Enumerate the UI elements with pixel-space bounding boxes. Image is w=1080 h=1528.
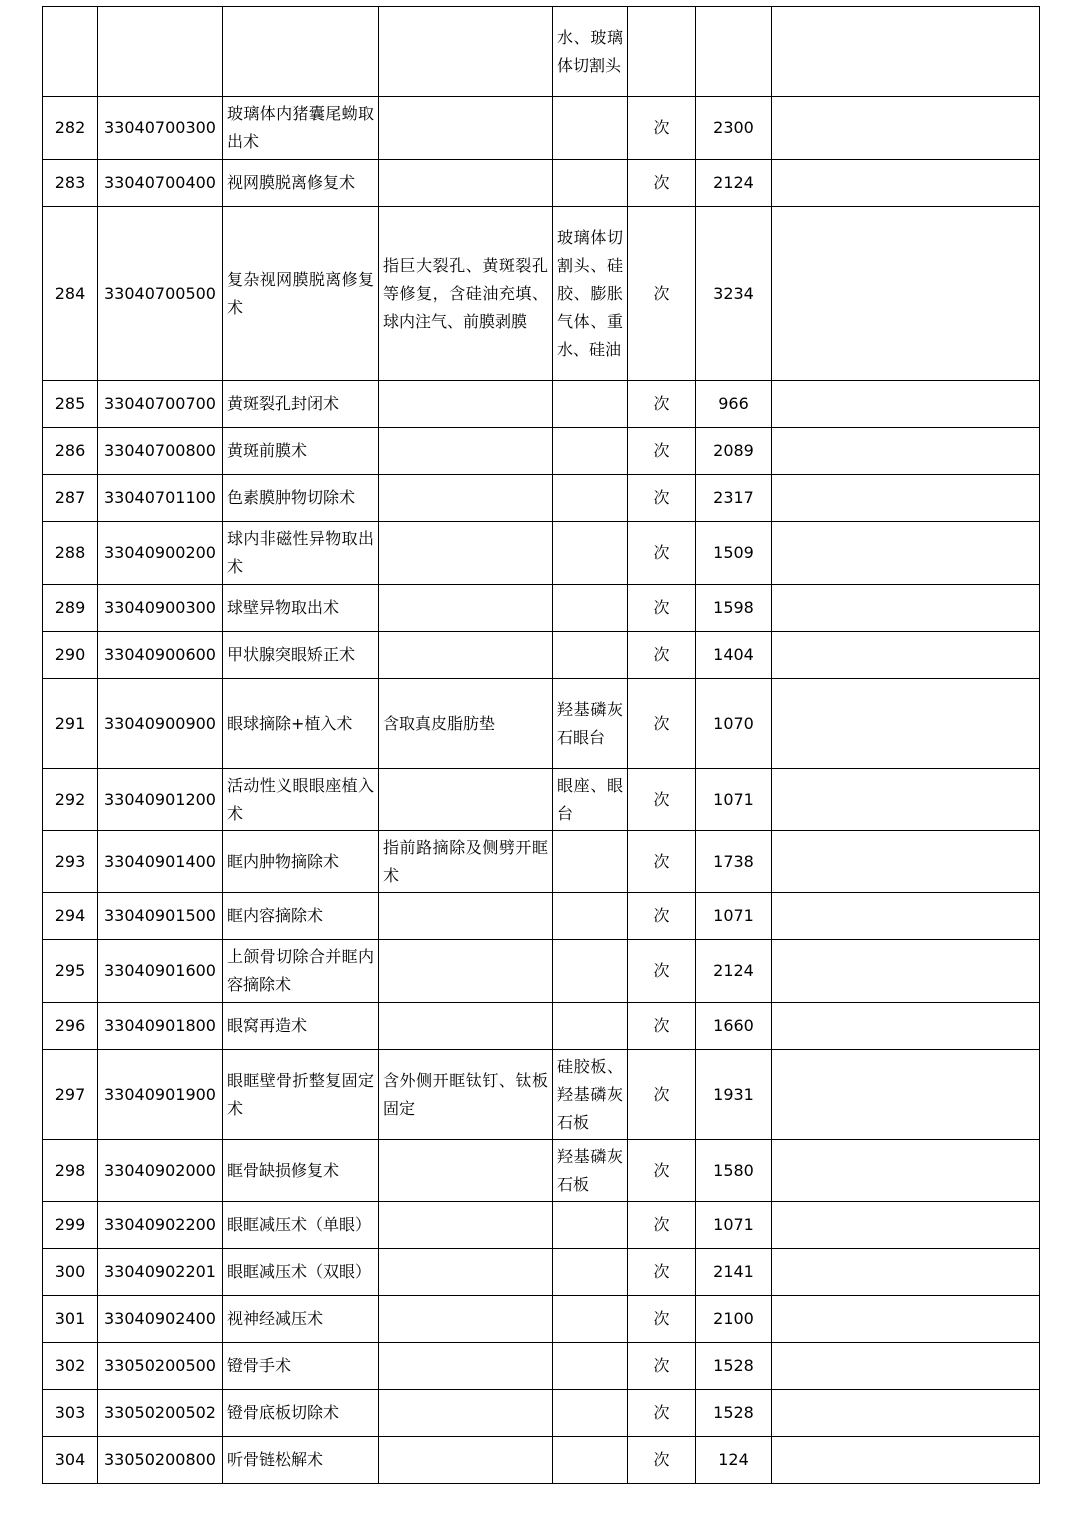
table-row [43,1050,1040,1140]
item-note [772,522,1040,585]
item-note [772,1296,1040,1343]
item-unit: 次 [628,160,696,207]
item-price: 1660 [696,1003,772,1050]
item-note [772,1140,1040,1202]
row-number: 283 [43,160,98,207]
table-row [43,1249,1040,1296]
item-excluded [553,97,628,160]
item-price: 1580 [696,1140,772,1202]
row-number: 282 [43,97,98,160]
row-number: 298 [43,1140,98,1202]
item-excluded [553,893,628,940]
item-note [772,893,1040,940]
item-unit: 次 [628,1249,696,1296]
table-row [43,1140,1040,1202]
item-content [379,940,553,1003]
item-unit: 次 [628,893,696,940]
item-content [379,585,553,632]
item-excluded [553,475,628,522]
item-name [223,7,379,97]
table-row [43,522,1040,585]
table-row [43,428,1040,475]
item-code: 33040901500 [98,893,223,940]
table-row [43,1296,1040,1343]
item-note [772,428,1040,475]
item-name: 眶内肿物摘除术 [223,831,379,893]
row-number: 299 [43,1202,98,1249]
item-unit: 次 [628,831,696,893]
item-code: 33040700700 [98,381,223,428]
item-note [772,160,1040,207]
item-code [98,7,223,97]
item-name: 听骨链松解术 [223,1437,379,1484]
item-name: 活动性义眼眼座植入术 [223,769,379,831]
table-row [43,381,1040,428]
item-code: 33040701100 [98,475,223,522]
item-price: 2300 [696,97,772,160]
item-name: 眶内容摘除术 [223,893,379,940]
item-excluded [553,522,628,585]
item-code: 33040700400 [98,160,223,207]
item-code: 33040902200 [98,1202,223,1249]
item-price: 1070 [696,679,772,769]
item-content [379,632,553,679]
item-code: 33040901900 [98,1050,223,1140]
table-row [43,1003,1040,1050]
table-row [43,679,1040,769]
item-name: 上颌骨切除合并眶内容摘除术 [223,940,379,1003]
item-content [379,381,553,428]
item-content: 含外侧开眶钛钉、钛板固定 [379,1050,553,1140]
item-content [379,1343,553,1390]
item-price: 2317 [696,475,772,522]
item-content [379,97,553,160]
row-number: 287 [43,475,98,522]
row-number: 284 [43,207,98,381]
item-unit: 次 [628,428,696,475]
item-unit: 次 [628,769,696,831]
item-note [772,831,1040,893]
item-name: 视网膜脱离修复术 [223,160,379,207]
item-note [772,1249,1040,1296]
item-name: 镫骨底板切除术 [223,1390,379,1437]
item-price: 3234 [696,207,772,381]
item-excluded [553,1003,628,1050]
table-row [43,893,1040,940]
item-content [379,428,553,475]
item-excluded [553,1343,628,1390]
item-price: 1598 [696,585,772,632]
item-content [379,1140,553,1202]
item-price: 1404 [696,632,772,679]
table-row [43,831,1040,893]
item-unit: 次 [628,207,696,381]
item-price: 124 [696,1437,772,1484]
item-price: 966 [696,381,772,428]
item-note [772,7,1040,97]
item-name: 黄斑前膜术 [223,428,379,475]
item-excluded [553,1202,628,1249]
item-note [772,381,1040,428]
item-code: 33040901200 [98,769,223,831]
item-excluded [553,1249,628,1296]
row-number: 302 [43,1343,98,1390]
item-content: 指巨大裂孔、黄斑裂孔等修复，含硅油充填、球内注气、前膜剥膜 [379,207,553,381]
table-row [43,475,1040,522]
item-name: 黄斑裂孔封闭术 [223,381,379,428]
item-excluded [553,632,628,679]
item-price [696,7,772,97]
item-code: 33050200800 [98,1437,223,1484]
item-excluded: 玻璃体切割头、硅胶、膨胀气体、重水、硅油 [553,207,628,381]
row-number: 285 [43,381,98,428]
item-content [379,1202,553,1249]
item-content [379,160,553,207]
item-unit: 次 [628,381,696,428]
item-excluded: 羟基磷灰石板 [553,1140,628,1202]
item-price: 2141 [696,1249,772,1296]
item-code: 33040900200 [98,522,223,585]
row-number: 286 [43,428,98,475]
item-code: 33040902201 [98,1249,223,1296]
item-content [379,1390,553,1437]
item-note [772,1390,1040,1437]
row-number: 293 [43,831,98,893]
row-number: 300 [43,1249,98,1296]
item-code: 33040902000 [98,1140,223,1202]
item-content [379,1003,553,1050]
item-excluded: 水、玻璃体切割头 [553,7,628,97]
item-name: 眼眶减压术（单眼） [223,1202,379,1249]
table-row [43,585,1040,632]
item-code: 33050200500 [98,1343,223,1390]
item-name: 球壁异物取出术 [223,585,379,632]
item-note [772,207,1040,381]
item-unit: 次 [628,632,696,679]
row-number: 303 [43,1390,98,1437]
item-name: 视神经减压术 [223,1296,379,1343]
item-excluded: 硅胶板、羟基磷灰石板 [553,1050,628,1140]
item-name: 眼球摘除+植入术 [223,679,379,769]
table-row [43,769,1040,831]
row-number [43,7,98,97]
item-note [772,1343,1040,1390]
item-price: 1071 [696,1202,772,1249]
item-note [772,97,1040,160]
item-note [772,1050,1040,1140]
row-number: 288 [43,522,98,585]
item-name: 色素膜肿物切除术 [223,475,379,522]
item-unit: 次 [628,679,696,769]
item-code: 33040900600 [98,632,223,679]
item-unit: 次 [628,1140,696,1202]
table-row [43,97,1040,160]
item-unit: 次 [628,1296,696,1343]
item-unit: 次 [628,1437,696,1484]
row-number: 292 [43,769,98,831]
item-unit: 次 [628,1003,696,1050]
row-number: 296 [43,1003,98,1050]
table-row [43,940,1040,1003]
item-note [772,1202,1040,1249]
item-unit: 次 [628,1390,696,1437]
item-price: 1071 [696,769,772,831]
item-excluded [553,1296,628,1343]
item-excluded [553,831,628,893]
fee-table [42,6,1040,1484]
table-row [43,207,1040,381]
item-note [772,585,1040,632]
item-note [772,679,1040,769]
item-price: 2124 [696,160,772,207]
item-code: 33040900900 [98,679,223,769]
item-code: 33040901800 [98,1003,223,1050]
item-code: 33040700500 [98,207,223,381]
item-excluded [553,1437,628,1484]
row-number: 301 [43,1296,98,1343]
item-unit [628,7,696,97]
item-code: 33040901400 [98,831,223,893]
item-note [772,632,1040,679]
item-note [772,769,1040,831]
item-unit: 次 [628,1202,696,1249]
row-number: 289 [43,585,98,632]
item-price: 2124 [696,940,772,1003]
item-code: 33040900300 [98,585,223,632]
table-row [43,1343,1040,1390]
row-number: 290 [43,632,98,679]
item-name: 球内非磁性异物取出术 [223,522,379,585]
table-row [43,160,1040,207]
item-excluded [553,585,628,632]
table-row [43,1202,1040,1249]
item-price: 1528 [696,1343,772,1390]
item-content [379,7,553,97]
table-row [43,632,1040,679]
item-content [379,769,553,831]
item-unit: 次 [628,940,696,1003]
item-excluded [553,1390,628,1437]
item-price: 1528 [696,1390,772,1437]
table-row [43,1437,1040,1484]
item-unit: 次 [628,475,696,522]
item-content [379,1296,553,1343]
item-excluded: 眼座、眼台 [553,769,628,831]
row-number: 291 [43,679,98,769]
item-name: 眶骨缺损修复术 [223,1140,379,1202]
item-name: 眼眶减压术（双眼） [223,1249,379,1296]
item-code: 33040700300 [98,97,223,160]
item-excluded [553,428,628,475]
item-price: 1931 [696,1050,772,1140]
item-name: 甲状腺突眼矫正术 [223,632,379,679]
row-number: 295 [43,940,98,1003]
item-content: 含取真皮脂肪垫 [379,679,553,769]
item-content [379,893,553,940]
table-row [43,1390,1040,1437]
item-name: 眼眶壁骨折整复固定术 [223,1050,379,1140]
item-unit: 次 [628,1050,696,1140]
item-name: 镫骨手术 [223,1343,379,1390]
item-content [379,475,553,522]
item-content [379,1437,553,1484]
item-excluded [553,381,628,428]
item-price: 1071 [696,893,772,940]
row-number: 297 [43,1050,98,1140]
item-note [772,475,1040,522]
item-name: 复杂视网膜脱离修复术 [223,207,379,381]
item-excluded [553,160,628,207]
item-content [379,1249,553,1296]
item-name: 玻璃体内猪囊尾蚴取出术 [223,97,379,160]
item-name: 眼窝再造术 [223,1003,379,1050]
item-unit: 次 [628,522,696,585]
item-note [772,1003,1040,1050]
item-excluded: 羟基磷灰石眼台 [553,679,628,769]
item-content [379,522,553,585]
row-number: 304 [43,1437,98,1484]
item-code: 33050200502 [98,1390,223,1437]
item-price: 2089 [696,428,772,475]
item-code: 33040901600 [98,940,223,1003]
item-content: 指前路摘除及侧劈开眶术 [379,831,553,893]
item-note [772,940,1040,1003]
item-unit: 次 [628,585,696,632]
item-unit: 次 [628,97,696,160]
item-unit: 次 [628,1343,696,1390]
row-number: 294 [43,893,98,940]
item-code: 33040902400 [98,1296,223,1343]
item-price: 2100 [696,1296,772,1343]
table-row [43,7,1040,97]
item-code: 33040700800 [98,428,223,475]
item-price: 1509 [696,522,772,585]
item-note [772,1437,1040,1484]
item-excluded [553,940,628,1003]
item-price: 1738 [696,831,772,893]
